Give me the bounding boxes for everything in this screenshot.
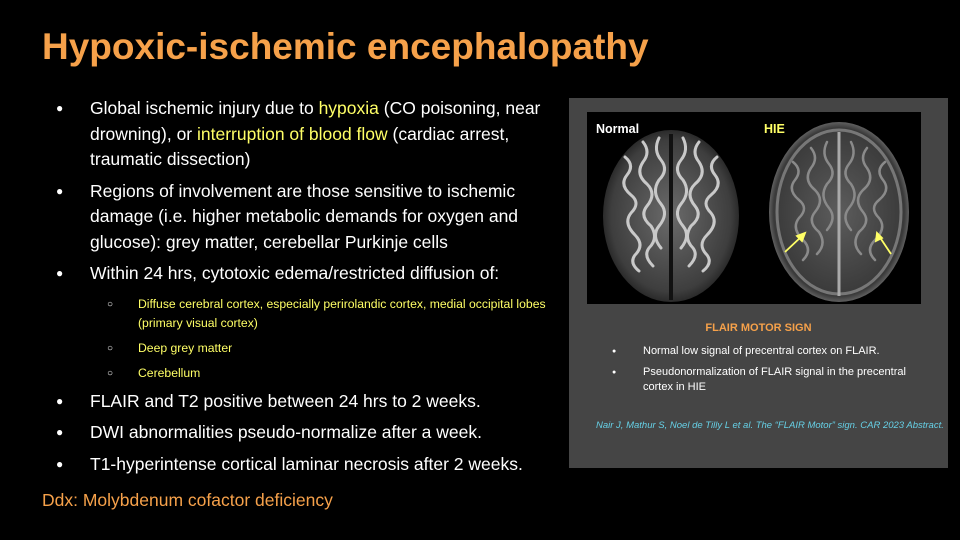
bullet-6: ● T1-hyperintense cortical laminar necrosis after 2 weeks.	[52, 452, 572, 478]
bullet-3: ● Within 24 hrs, cytotoxic edema/restricted diffusion of: ○ Diffuse cerebral cortex, especially perirolandic cortex, medial occipital lobes (primary visual cortex) ○ Deep grey matter ○ Cerebellum	[52, 261, 572, 383]
mri-illustration	[587, 112, 921, 304]
bullet-2: ● Regions of involvement are those sensitive to ischemic damage (i.e. higher metabolic demands for oxygen and glucose): grey matter, cerebellar Purkinje cells	[52, 179, 572, 256]
mri-comparison-image	[587, 112, 921, 304]
citation: Nair J, Mathur S, Noel de Tilly L et al. The “FLAIR Motor” sign. CAR 2023 Abstract.	[596, 420, 944, 431]
image-label-hie: HIE	[764, 122, 785, 136]
panel-bullet-1: ● Normal low signal of precentral cortex on FLAIR.	[607, 344, 927, 359]
highlight-hypoxia: hypoxia	[318, 98, 379, 118]
sub-bullet-3: ○ Cerebellum	[90, 364, 572, 383]
bullet-5: ● DWI abnormalities pseudo-normalize after a week.	[52, 420, 572, 446]
bullet-4: ● FLAIR and T2 positive between 24 hrs to 2 weeks.	[52, 389, 572, 415]
differential-diagnosis: Ddx: Molybdenum cofactor deficiency	[42, 490, 333, 510]
panel-bullet-list	[607, 344, 927, 401]
sub-bullet-1: ○ Diffuse cerebral cortex, especially perirolandic cortex, medial occipital lobes (primary visual cortex)	[90, 295, 572, 333]
highlight-interruption-of-blood-flow: interruption of blood flow	[197, 123, 388, 144]
hie-brain-image	[769, 122, 909, 302]
flair-motor-sign-panel	[569, 98, 948, 468]
main-bullet-list	[52, 96, 572, 483]
panel-bullet-2: ● Pseudonormalization of FLAIR signal in the precentral cortex in HIE	[607, 365, 927, 395]
normal-brain-image	[603, 130, 739, 302]
sub-bullet-list	[90, 295, 572, 383]
bullet-1: ● Global ischemic injury due to hypoxia (CO poisoning, near drowning), or interruption of blood flow (cardiac arrest, traumatic dissection)	[52, 96, 572, 173]
slide-title: Hypoxic-ischemic encephalopathy	[42, 26, 649, 67]
panel-heading: FLAIR MOTOR SIGN	[705, 322, 812, 334]
image-label-normal: Normal	[596, 122, 640, 136]
sub-bullet-2: ○ Deep grey matter	[90, 339, 572, 358]
